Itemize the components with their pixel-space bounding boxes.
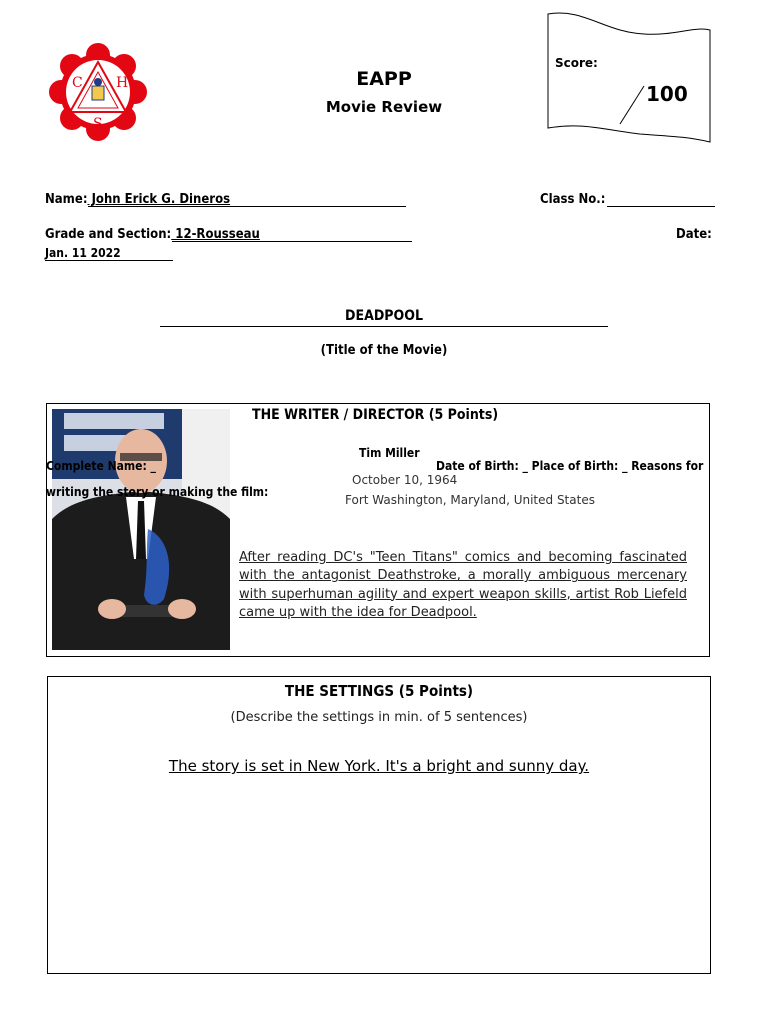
class-number-label: Class No.: bbox=[540, 192, 606, 207]
name-field: Name: John Erick G. Dineros bbox=[45, 192, 231, 207]
settings-instruction: (Describe the settings in min. of 5 sentences) bbox=[230, 710, 528, 725]
date-of-birth-value: October 10, 1964 bbox=[352, 473, 458, 487]
logo-letter-c: C bbox=[72, 75, 83, 91]
date-field: Date: bbox=[676, 227, 712, 242]
director-photo bbox=[52, 409, 230, 650]
score-value: 100 bbox=[646, 82, 688, 106]
complete-name-label: Complete Name: _ bbox=[46, 459, 156, 473]
director-name: Tim Miller bbox=[359, 446, 420, 460]
grade-section-label: Grade and Section: bbox=[45, 227, 172, 242]
name-value: John Erick G. Dineros bbox=[87, 192, 231, 207]
settings-heading: THE SETTINGS (5 Points) bbox=[284, 682, 474, 700]
movie-title-underline bbox=[160, 326, 608, 327]
reasons-value: After reading DC's "Teen Titans" comics and becoming fascinated with the antagonist Deathstroke, a morally ambiguous mercenary with superhuman agility and expert weapon skills, artist Rob Liefeld came up with the idea for Deadpool. bbox=[239, 550, 687, 620]
document-type: Movie Review bbox=[325, 98, 443, 116]
subject-title: EAPP bbox=[356, 68, 412, 90]
name-label: Name bbox=[45, 192, 83, 207]
movie-title-caption: (Title of the Movie) bbox=[320, 343, 448, 358]
grade-section-field bbox=[45, 227, 260, 242]
grade-section-value: 12-Rousseau bbox=[171, 227, 260, 242]
writer-director-heading: THE WRITER / DIRECTOR (5 Points) bbox=[252, 407, 499, 423]
class-number-underline bbox=[607, 206, 715, 207]
school-seal-logo bbox=[44, 42, 152, 142]
logo-letter-h: H bbox=[116, 75, 129, 91]
score-box bbox=[544, 12, 714, 148]
settings-answer: The story is set in New York. It's a bright and sunny day. bbox=[168, 757, 590, 775]
reasons-label-continued: writing the story or making the film: bbox=[46, 485, 269, 499]
movie-title: DEADPOOL bbox=[345, 308, 423, 324]
birth-details-labels: Date of Birth: _ Place of Birth: _ Reasons for bbox=[436, 459, 704, 473]
date-value: Jan. 11 2022 bbox=[45, 246, 121, 260]
name-underline bbox=[88, 206, 406, 207]
grade-section-underline bbox=[172, 241, 412, 242]
logo-letter-s: S bbox=[93, 116, 103, 132]
score-label: Score: bbox=[555, 56, 598, 70]
place-of-birth-value: Fort Washington, Maryland, United States bbox=[345, 493, 595, 507]
date-underline bbox=[45, 260, 173, 261]
date-label: Date bbox=[676, 227, 708, 242]
